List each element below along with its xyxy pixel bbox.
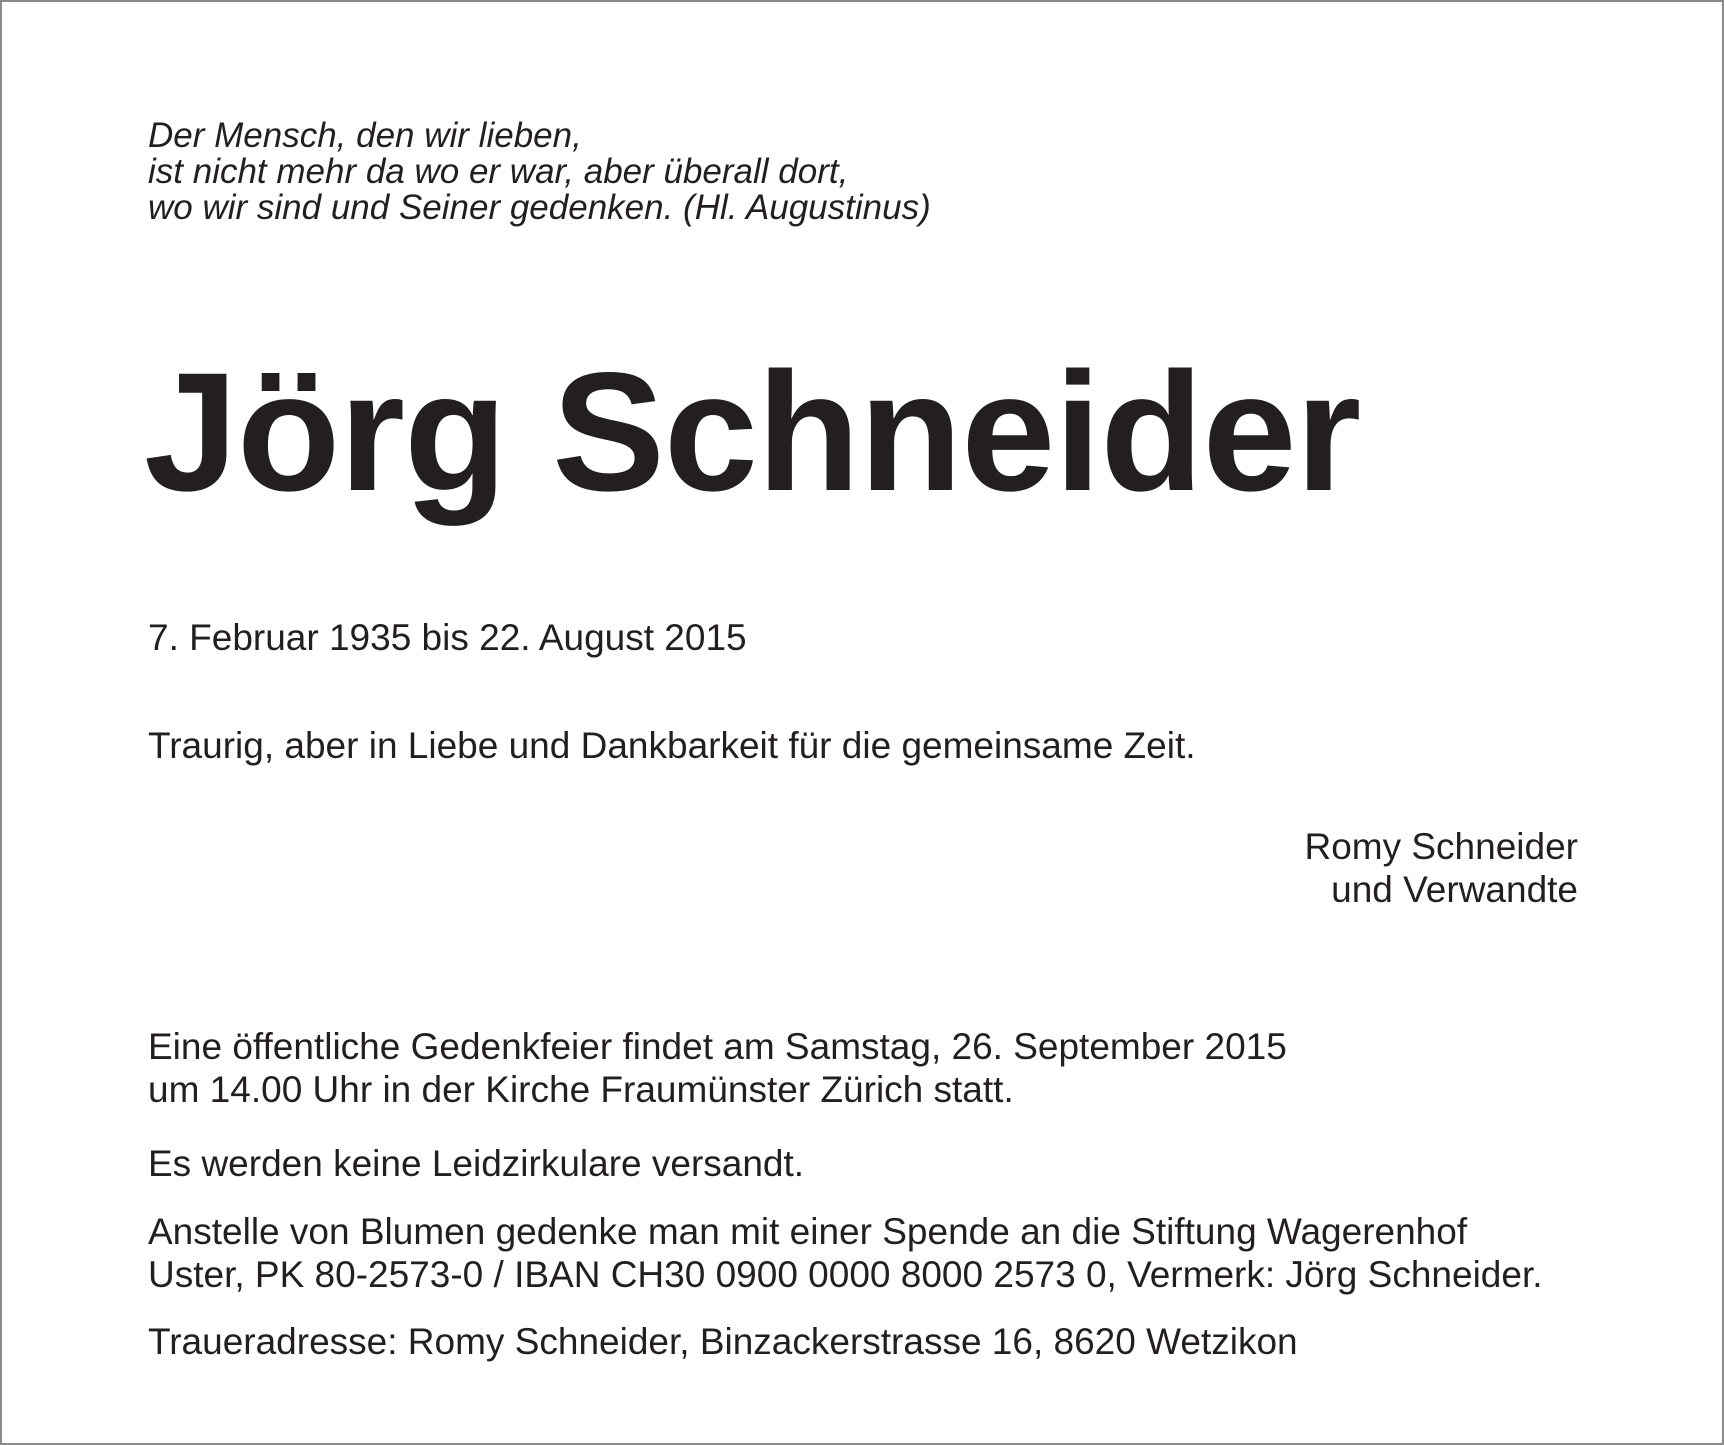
quote-line: ist nicht mehr da wo er war, aber überall dort, <box>148 152 849 191</box>
ceremony-line: um 14.00 Uhr in der Kirche Fraumünster Zürich statt. <box>148 1069 1014 1110</box>
address-line: Traueradresse: Romy Schneider, Binzackerstrasse 16, 8620 Wetzikon <box>148 1321 1298 1362</box>
life-dates: 7. Februar 1935 bis 22. August 2015 <box>148 617 747 658</box>
donation-line: Uster, PK 80-2573-0 / IBAN CH30 0900 0000 8000 2573 0, Vermerk: Jörg Schneider. <box>148 1254 1543 1295</box>
ceremony-info <box>148 1025 1287 1111</box>
signature-line: Romy Schneider <box>1304 826 1578 867</box>
ceremony-line: Eine öffentliche Gedenkfeier findet am Samstag, 26. September 2015 <box>148 1026 1287 1067</box>
signature-line: und Verwandte <box>1331 869 1578 910</box>
quote-line: wo wir sind und Seiner gedenken. (Hl. Augustinus) <box>148 188 931 227</box>
circular-notice <box>148 1142 804 1185</box>
mourning-address <box>148 1320 1298 1363</box>
mourning-text: Traurig, aber in Liebe und Dankbarkeit für die gemeinsame Zeit. <box>148 725 1196 766</box>
circular-line: Es werden keine Leidzirkulare versandt. <box>148 1143 805 1184</box>
donation-line: Anstelle von Blumen gedenke man mit einer Spende an die Stiftung Wagerenhof <box>148 1211 1468 1252</box>
donation-info <box>148 1210 1543 1296</box>
signature-block <box>1304 825 1578 911</box>
deceased-name: Jörg Schneider <box>144 337 1361 526</box>
quote-line: Der Mensch, den wir lieben, <box>148 116 582 155</box>
epigraph-quote <box>148 118 931 226</box>
